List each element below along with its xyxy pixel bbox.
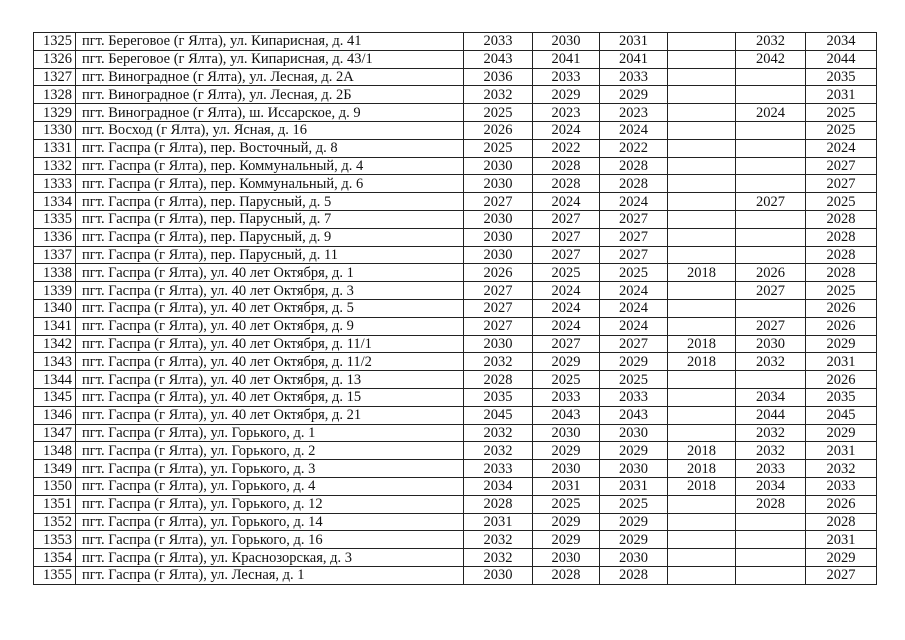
year-col-1-cell: 2027 [464,193,533,211]
year-col-6-cell: 2031 [806,531,877,549]
year-col-1-cell: 2025 [464,139,533,157]
address-cell: пгт. Гаспра (г Ялта), пер. Парусный, д. 11 [76,246,464,264]
year-col-6-cell: 2028 [806,513,877,531]
year-col-3-cell: 2024 [600,121,668,139]
year-col-4-cell: 2018 [668,460,736,478]
table-row [34,513,877,531]
year-col-2-cell: 2030 [533,424,600,442]
year-col-5-cell: 2027 [736,282,806,300]
year-col-3-cell: 2030 [600,424,668,442]
row-number-cell: 1339 [34,282,76,300]
year-col-4-cell [668,566,736,584]
year-col-5-cell [736,68,806,86]
row-number-cell: 1327 [34,68,76,86]
year-col-2-cell: 2029 [533,86,600,104]
year-col-5-cell [736,157,806,175]
year-col-6-cell: 2025 [806,104,877,122]
year-col-6-cell: 2024 [806,139,877,157]
year-col-3-cell: 2028 [600,157,668,175]
year-col-4-cell [668,175,736,193]
address-cell: пгт. Гаспра (г Ялта), ул. 40 лет Октября, д. 5 [76,299,464,317]
year-col-6-cell: 2032 [806,460,877,478]
row-number-cell: 1353 [34,531,76,549]
year-col-5-cell: 2026 [736,264,806,282]
year-col-1-cell: 2025 [464,104,533,122]
year-col-4-cell [668,68,736,86]
row-number-cell: 1331 [34,139,76,157]
year-col-4-cell: 2018 [668,264,736,282]
year-col-4-cell [668,50,736,68]
year-col-1-cell: 2035 [464,388,533,406]
year-col-3-cell: 2029 [600,513,668,531]
year-col-6-cell: 2031 [806,442,877,460]
year-col-1-cell: 2026 [464,121,533,139]
year-col-1-cell: 2030 [464,228,533,246]
row-number-cell: 1344 [34,371,76,389]
address-cell: пгт. Гаспра (г Ялта), ул. Горького, д. 4 [76,477,464,495]
year-col-2-cell: 2028 [533,157,600,175]
year-col-5-cell [736,246,806,264]
year-col-4-cell [668,317,736,335]
address-cell: пгт. Гаспра (г Ялта), пер. Парусный, д. 5 [76,193,464,211]
year-col-6-cell: 2029 [806,424,877,442]
year-col-1-cell: 2030 [464,175,533,193]
table-row [34,121,877,139]
year-col-5-cell: 2027 [736,317,806,335]
table-row [34,246,877,264]
row-number-cell: 1341 [34,317,76,335]
year-col-5-cell: 2034 [736,388,806,406]
table-row [34,388,877,406]
year-col-4-cell [668,33,736,51]
year-col-4-cell [668,246,736,264]
year-col-3-cell: 2030 [600,460,668,478]
year-col-3-cell: 2029 [600,442,668,460]
address-cell: пгт. Виноградное (г Ялта), ш. Иссарское, д. 9 [76,104,464,122]
table-row [34,193,877,211]
year-col-2-cell: 2024 [533,299,600,317]
year-col-5-cell [736,139,806,157]
year-col-6-cell: 2028 [806,228,877,246]
address-cell: пгт. Гаспра (г Ялта), ул. Краснозорская, д. 3 [76,549,464,567]
year-col-6-cell: 2034 [806,33,877,51]
year-col-3-cell: 2029 [600,86,668,104]
year-col-6-cell: 2031 [806,353,877,371]
year-col-2-cell: 2029 [533,531,600,549]
year-col-3-cell: 2028 [600,566,668,584]
year-col-4-cell: 2018 [668,353,736,371]
address-cell: пгт. Гаспра (г Ялта), ул. Горького, д. 16 [76,531,464,549]
table-row [34,424,877,442]
year-col-5-cell [736,228,806,246]
year-col-5-cell [736,210,806,228]
year-col-1-cell: 2036 [464,68,533,86]
address-cell: пгт. Гаспра (г Ялта), пер. Парусный, д. 7 [76,210,464,228]
year-col-3-cell: 2025 [600,371,668,389]
year-col-3-cell: 2030 [600,549,668,567]
year-col-6-cell: 2025 [806,193,877,211]
year-col-6-cell: 2026 [806,371,877,389]
year-col-1-cell: 2032 [464,531,533,549]
year-col-4-cell [668,86,736,104]
year-col-2-cell: 2028 [533,175,600,193]
year-col-3-cell: 2024 [600,193,668,211]
year-col-3-cell: 2031 [600,477,668,495]
row-number-cell: 1330 [34,121,76,139]
year-col-4-cell [668,210,736,228]
year-col-6-cell: 2035 [806,68,877,86]
year-col-2-cell: 2023 [533,104,600,122]
year-col-1-cell: 2043 [464,50,533,68]
year-col-1-cell: 2030 [464,335,533,353]
year-col-6-cell: 2029 [806,549,877,567]
table-row [34,282,877,300]
year-col-6-cell: 2026 [806,317,877,335]
year-col-2-cell: 2025 [533,495,600,513]
table-row [34,406,877,424]
year-col-1-cell: 2033 [464,33,533,51]
year-col-4-cell: 2018 [668,442,736,460]
address-cell: пгт. Гаспра (г Ялта), ул. Лесная, д. 1 [76,566,464,584]
address-cell: пгт. Гаспра (г Ялта), пер. Коммунальный, д. 4 [76,157,464,175]
year-col-5-cell: 2032 [736,442,806,460]
table-row [34,210,877,228]
year-col-1-cell: 2032 [464,353,533,371]
year-col-2-cell: 2029 [533,353,600,371]
year-col-3-cell: 2027 [600,335,668,353]
year-col-1-cell: 2030 [464,566,533,584]
row-number-cell: 1336 [34,228,76,246]
row-number-cell: 1338 [34,264,76,282]
year-col-2-cell: 2031 [533,477,600,495]
year-col-2-cell: 2024 [533,121,600,139]
address-cell: пгт. Гаспра (г Ялта), ул. Горького, д. 1 [76,424,464,442]
year-col-5-cell: 2032 [736,353,806,371]
address-cell: пгт. Гаспра (г Ялта), ул. 40 лет Октября, д. 15 [76,388,464,406]
table-row [34,175,877,193]
table-row [34,495,877,513]
year-col-2-cell: 2029 [533,442,600,460]
year-col-1-cell: 2030 [464,210,533,228]
year-col-4-cell [668,121,736,139]
year-col-3-cell: 2022 [600,139,668,157]
table-row [34,477,877,495]
year-col-4-cell: 2018 [668,477,736,495]
address-cell: пгт. Гаспра (г Ялта), ул. 40 лет Октября, д. 13 [76,371,464,389]
year-col-2-cell: 2024 [533,317,600,335]
year-col-4-cell [668,388,736,406]
year-col-2-cell: 2025 [533,264,600,282]
table-row [34,33,877,51]
year-col-6-cell: 2026 [806,495,877,513]
year-col-1-cell: 2027 [464,299,533,317]
year-col-5-cell: 2033 [736,460,806,478]
row-number-cell: 1334 [34,193,76,211]
row-number-cell: 1333 [34,175,76,193]
year-col-6-cell: 2028 [806,264,877,282]
year-col-1-cell: 2032 [464,424,533,442]
address-cell: пгт. Гаспра (г Ялта), ул. Горького, д. 14 [76,513,464,531]
row-number-cell: 1345 [34,388,76,406]
year-col-3-cell: 2031 [600,33,668,51]
year-col-5-cell: 2024 [736,104,806,122]
year-col-5-cell [736,566,806,584]
year-col-2-cell: 2033 [533,68,600,86]
address-cell: пгт. Гаспра (г Ялта), ул. 40 лет Октября, д. 11/2 [76,353,464,371]
year-col-6-cell: 2033 [806,477,877,495]
year-col-5-cell [736,299,806,317]
year-col-1-cell: 2030 [464,246,533,264]
year-col-1-cell: 2027 [464,317,533,335]
year-col-5-cell: 2028 [736,495,806,513]
year-col-2-cell: 2027 [533,228,600,246]
address-cell: пгт. Виноградное (г Ялта), ул. Лесная, д. 2А [76,68,464,86]
row-number-cell: 1335 [34,210,76,228]
document-table [33,32,877,585]
year-col-5-cell: 2042 [736,50,806,68]
year-col-4-cell [668,424,736,442]
year-col-6-cell: 2028 [806,210,877,228]
year-col-2-cell: 2027 [533,335,600,353]
table-row [34,86,877,104]
year-col-2-cell: 2027 [533,246,600,264]
table-row [34,335,877,353]
year-col-6-cell: 2027 [806,175,877,193]
year-col-5-cell [736,121,806,139]
year-col-1-cell: 2032 [464,442,533,460]
row-number-cell: 1350 [34,477,76,495]
year-col-3-cell: 2027 [600,210,668,228]
year-col-1-cell: 2045 [464,406,533,424]
row-number-cell: 1346 [34,406,76,424]
year-col-2-cell: 2028 [533,566,600,584]
row-number-cell: 1332 [34,157,76,175]
year-col-4-cell [668,549,736,567]
year-col-3-cell: 2027 [600,246,668,264]
table-row [34,371,877,389]
year-col-4-cell [668,513,736,531]
table-row [34,353,877,371]
year-col-2-cell: 2033 [533,388,600,406]
year-col-3-cell: 2024 [600,282,668,300]
row-number-cell: 1340 [34,299,76,317]
year-col-4-cell [668,157,736,175]
year-col-6-cell: 2027 [806,157,877,175]
year-col-6-cell: 2031 [806,86,877,104]
year-col-4-cell [668,139,736,157]
table-body [34,33,877,585]
year-col-4-cell [668,531,736,549]
year-col-6-cell: 2035 [806,388,877,406]
row-number-cell: 1349 [34,460,76,478]
row-number-cell: 1348 [34,442,76,460]
year-col-1-cell: 2028 [464,495,533,513]
year-col-5-cell [736,86,806,104]
year-col-1-cell: 2033 [464,460,533,478]
year-col-3-cell: 2028 [600,175,668,193]
table-row [34,228,877,246]
table-row [34,299,877,317]
year-col-5-cell: 2027 [736,193,806,211]
address-cell: пгт. Гаспра (г Ялта), ул. Горького, д. 12 [76,495,464,513]
year-col-4-cell [668,282,736,300]
year-col-6-cell: 2025 [806,282,877,300]
table-row [34,566,877,584]
year-col-1-cell: 2034 [464,477,533,495]
row-number-cell: 1325 [34,33,76,51]
year-col-5-cell: 2032 [736,424,806,442]
year-col-4-cell [668,371,736,389]
year-col-6-cell: 2044 [806,50,877,68]
year-col-3-cell: 2033 [600,68,668,86]
year-col-4-cell: 2018 [668,335,736,353]
year-col-4-cell [668,299,736,317]
year-col-4-cell [668,193,736,211]
address-cell: пгт. Гаспра (г Ялта), пер. Восточный, д. 8 [76,139,464,157]
year-col-3-cell: 2025 [600,495,668,513]
year-col-4-cell [668,406,736,424]
year-col-6-cell: 2025 [806,121,877,139]
year-col-4-cell [668,104,736,122]
table-row [34,104,877,122]
table-row [34,549,877,567]
row-number-cell: 1329 [34,104,76,122]
year-col-2-cell: 2043 [533,406,600,424]
year-col-1-cell: 2032 [464,549,533,567]
year-col-2-cell: 2041 [533,50,600,68]
table-row [34,442,877,460]
year-col-2-cell: 2030 [533,460,600,478]
year-col-3-cell: 2024 [600,299,668,317]
year-col-1-cell: 2031 [464,513,533,531]
year-col-2-cell: 2022 [533,139,600,157]
year-col-3-cell: 2029 [600,353,668,371]
row-number-cell: 1351 [34,495,76,513]
year-col-3-cell: 2027 [600,228,668,246]
year-col-2-cell: 2027 [533,210,600,228]
row-number-cell: 1328 [34,86,76,104]
row-number-cell: 1326 [34,50,76,68]
year-col-1-cell: 2028 [464,371,533,389]
year-col-5-cell: 2034 [736,477,806,495]
year-col-2-cell: 2024 [533,282,600,300]
address-cell: пгт. Гаспра (г Ялта), ул. Горького, д. 2 [76,442,464,460]
address-cell: пгт. Гаспра (г Ялта), ул. 40 лет Октября, д. 1 [76,264,464,282]
table-row [34,68,877,86]
row-number-cell: 1354 [34,549,76,567]
year-col-3-cell: 2033 [600,388,668,406]
address-cell: пгт. Гаспра (г Ялта), ул. 40 лет Октября, д. 9 [76,317,464,335]
year-col-6-cell: 2045 [806,406,877,424]
row-number-cell: 1355 [34,566,76,584]
table-row [34,460,877,478]
address-cell: пгт. Гаспра (г Ялта), ул. 40 лет Октября, д. 11/1 [76,335,464,353]
year-col-2-cell: 2025 [533,371,600,389]
row-number-cell: 1343 [34,353,76,371]
year-col-2-cell: 2024 [533,193,600,211]
table-row [34,50,877,68]
table-row [34,139,877,157]
year-col-3-cell: 2029 [600,531,668,549]
address-cell: пгт. Береговое (г Ялта), ул. Кипарисная, д. 43/1 [76,50,464,68]
year-col-3-cell: 2024 [600,317,668,335]
table-row [34,157,877,175]
address-cell: пгт. Восход (г Ялта), ул. Ясная, д. 16 [76,121,464,139]
row-number-cell: 1342 [34,335,76,353]
address-cell: пгт. Гаспра (г Ялта), ул. 40 лет Октября, д. 21 [76,406,464,424]
year-col-5-cell: 2044 [736,406,806,424]
year-col-3-cell: 2043 [600,406,668,424]
year-col-6-cell: 2028 [806,246,877,264]
year-col-6-cell: 2027 [806,566,877,584]
address-cell: пгт. Гаспра (г Ялта), ул. Горького, д. 3 [76,460,464,478]
year-col-4-cell [668,495,736,513]
year-col-5-cell [736,531,806,549]
year-col-5-cell: 2032 [736,33,806,51]
address-cell: пгт. Виноградное (г Ялта), ул. Лесная, д. 2Б [76,86,464,104]
row-number-cell: 1337 [34,246,76,264]
year-col-5-cell [736,371,806,389]
year-col-6-cell: 2029 [806,335,877,353]
address-cell: пгт. Гаспра (г Ялта), пер. Коммунальный, д. 6 [76,175,464,193]
address-cell: пгт. Береговое (г Ялта), ул. Кипарисная, д. 41 [76,33,464,51]
year-col-3-cell: 2041 [600,50,668,68]
year-col-1-cell: 2030 [464,157,533,175]
year-col-2-cell: 2030 [533,549,600,567]
year-col-1-cell: 2032 [464,86,533,104]
table-row [34,317,877,335]
table-row [34,264,877,282]
year-col-5-cell [736,513,806,531]
year-col-2-cell: 2030 [533,33,600,51]
address-cell: пгт. Гаспра (г Ялта), пер. Парусный, д. 9 [76,228,464,246]
year-col-5-cell [736,175,806,193]
year-col-5-cell: 2030 [736,335,806,353]
table-row [34,531,877,549]
year-col-3-cell: 2025 [600,264,668,282]
address-cell: пгт. Гаспра (г Ялта), ул. 40 лет Октября, д. 3 [76,282,464,300]
year-col-4-cell [668,228,736,246]
year-col-2-cell: 2029 [533,513,600,531]
year-col-1-cell: 2026 [464,264,533,282]
row-number-cell: 1347 [34,424,76,442]
year-col-5-cell [736,549,806,567]
year-col-1-cell: 2027 [464,282,533,300]
year-col-6-cell: 2026 [806,299,877,317]
row-number-cell: 1352 [34,513,76,531]
year-col-3-cell: 2023 [600,104,668,122]
